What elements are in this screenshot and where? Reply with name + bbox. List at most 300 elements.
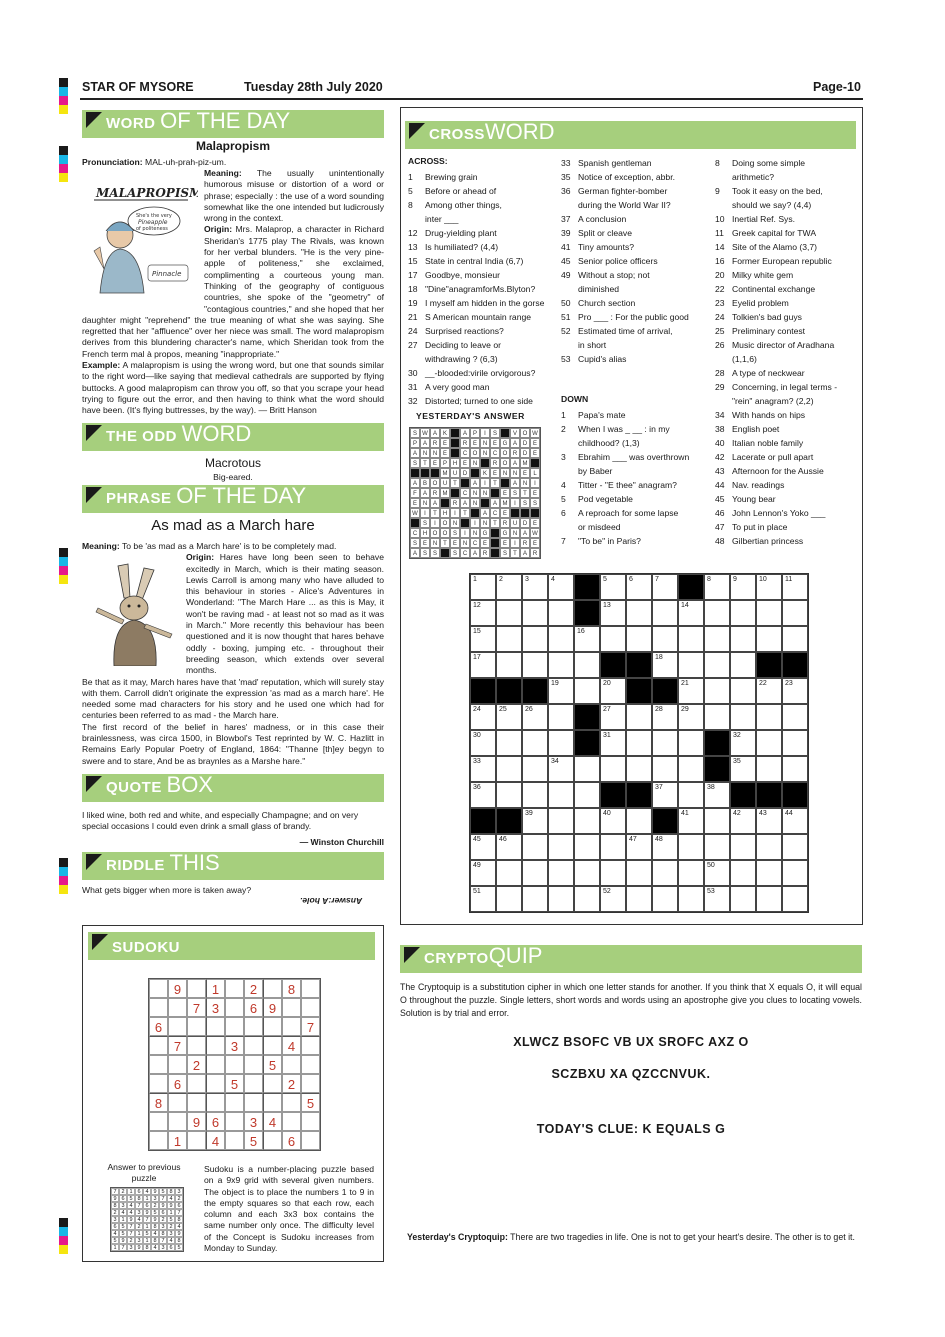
sudoku-cell[interactable] [149,979,168,998]
clue [561,170,709,184]
crossword-cell[interactable] [704,626,730,652]
clue-text: Senior police officers [578,256,658,266]
crossword-cell[interactable]: 37 [652,782,678,808]
crossword-cell[interactable] [652,600,678,626]
sudoku-cell[interactable] [282,998,301,1017]
crossword-cell[interactable] [522,834,548,860]
answer-cell: N [470,528,480,538]
sudoku-cell[interactable] [263,1074,282,1093]
crossword-cell[interactable]: 1 [470,574,496,600]
crossword-cell[interactable]: 52 [600,886,626,912]
band-big: QUIP [488,943,543,968]
crossword-cell[interactable]: 44 [782,808,808,834]
sudoku-cell[interactable] [225,1093,244,1112]
crossword-cell[interactable]: 5 [600,574,626,600]
sudoku-cell[interactable] [206,1017,225,1036]
clue [408,240,556,254]
answer-cell: L [530,468,540,478]
crossword-cell[interactable] [548,626,574,652]
sudoku-cell[interactable] [244,1074,263,1093]
crossword-cell[interactable] [626,704,652,730]
crossword-cell[interactable]: 9 [730,574,756,600]
crossword-cell[interactable]: 22 [756,678,782,704]
crossword-cell[interactable] [522,756,548,782]
clue [561,254,709,268]
crossword-cell[interactable] [626,860,652,886]
clue-text: Among other things, [425,200,502,210]
previous-sudoku-cell: 3 [159,1244,167,1251]
answer-cell: E [490,468,500,478]
answer-cell: S [500,548,510,558]
crossword-cell[interactable]: 15 [470,626,496,652]
band-small: PHRASE [106,490,172,507]
sudoku-cell[interactable] [168,1055,187,1074]
crossword-cell[interactable]: 40 [600,808,626,834]
crossword-cell[interactable]: 7 [652,574,678,600]
registration-mark [59,146,68,182]
clue-text: Titter - "E thee" anagram? [578,480,677,490]
crossword-cell[interactable] [782,600,808,626]
sudoku-cell[interactable] [244,1036,263,1055]
clue-number: 7 [561,536,566,546]
sudoku-cell[interactable] [282,1112,301,1131]
answer-cell: U [510,518,520,528]
crossword-cell[interactable]: 23 [782,678,808,704]
sudoku-cell[interactable] [225,1055,244,1074]
answer-cell: N [450,518,460,528]
crossword-cell[interactable] [756,626,782,652]
crossword-cell[interactable] [548,730,574,756]
crossword-cell[interactable]: 30 [470,730,496,756]
crossword-cell[interactable] [626,808,652,834]
sudoku-cell[interactable] [244,1017,263,1036]
crossword-black-cell [496,808,522,834]
clue-text: S American mountain range [425,312,532,322]
crossword-cell[interactable]: 14 [678,600,704,626]
clue-text: "rein" anagram? (2,2) [732,396,814,406]
crossword-cell[interactable] [756,756,782,782]
crossword-cell[interactable]: 24 [470,704,496,730]
crossword-cell[interactable] [730,704,756,730]
crossword-cell[interactable]: 38 [704,782,730,808]
phrase-title: As mad as a March hare [151,517,315,534]
answer-cell: S [420,548,430,558]
crossword-cell[interactable] [678,626,704,652]
crossword-cell[interactable] [626,626,652,652]
cryptoquip-clue: TODAY'S CLUE: K EQUALS G [536,1122,726,1136]
crossword-cell[interactable]: 8 [704,574,730,600]
crossword-cell[interactable] [756,704,782,730]
clue-text: Cupid's alias [578,354,627,364]
crossword-cell[interactable] [574,782,600,808]
crossword-cell[interactable]: 11 [782,574,808,600]
answer-cell: A [430,428,440,438]
sudoku-cell: 6 [282,1131,301,1150]
crossword-cell[interactable] [548,860,574,886]
answer-cell: C [410,528,420,538]
clue [561,338,709,352]
crossword-cell[interactable]: 17 [470,652,496,678]
crossword-cell[interactable] [626,600,652,626]
crossword-cell[interactable]: 39 [522,808,548,834]
sudoku-cell[interactable] [225,1131,244,1150]
crossword-cell[interactable] [600,834,626,860]
clue [715,212,855,226]
crossword-cell[interactable] [626,886,652,912]
crossword-cell[interactable]: 36 [470,782,496,808]
answer-cell: I [430,518,440,528]
crossword-cell[interactable]: 47 [626,834,652,860]
crossword-cell[interactable] [548,600,574,626]
clue-number: 2 [561,424,566,434]
crossword-black-cell [574,600,600,626]
crossword-black-cell [782,782,808,808]
sudoku-cell[interactable] [301,1074,320,1093]
sudoku-cell: 9 [187,1112,206,1131]
crossword-cell[interactable]: 4 [548,574,574,600]
sudoku-cell[interactable] [187,1093,206,1112]
clue-number: 40 [715,438,725,448]
sudoku-cell[interactable] [263,1131,282,1150]
crossword-cell[interactable]: 42 [730,808,756,834]
clue [715,170,855,184]
clue-text: Preliminary contest [732,326,806,336]
answer-cell: S [450,528,460,538]
crossword-cell[interactable] [522,652,548,678]
sudoku-cell[interactable] [301,979,320,998]
crossword-cell[interactable] [652,756,678,782]
crossword-cell[interactable]: 10 [756,574,782,600]
crossword-cell[interactable] [756,730,782,756]
clue-number: 5 [561,494,566,504]
sudoku-cell[interactable] [149,1036,168,1055]
crossword-cell[interactable] [626,756,652,782]
crossword-cell[interactable] [704,678,730,704]
previous-sudoku-cell: 7 [159,1195,167,1202]
answer-cell: A [510,438,520,448]
answer-cell: W [530,528,540,538]
clue [561,310,709,324]
crossword-cell[interactable] [782,704,808,730]
answer-black-cell [450,438,460,448]
crossword-cell[interactable]: 48 [652,834,678,860]
crossword-black-cell [704,730,730,756]
sudoku-cell[interactable] [149,1074,168,1093]
crossword-cell[interactable] [522,626,548,652]
crossword-cell[interactable] [756,886,782,912]
crossword-cell[interactable]: 2 [496,574,522,600]
crossword-cell[interactable] [730,834,756,860]
answer-cell: A [460,498,470,508]
previous-sudoku-cell: 3 [167,1230,175,1237]
crossword-cell[interactable] [730,600,756,626]
crossword-cell[interactable]: 19 [548,678,574,704]
answer-cell: T [490,518,500,528]
sudoku-cell: 9 [263,998,282,1017]
crossword-cell[interactable]: 21 [678,678,704,704]
crossword-cell[interactable] [730,626,756,652]
crossword-cell[interactable]: 46 [496,834,522,860]
sudoku-cell[interactable] [244,1093,263,1112]
crossword-cell[interactable] [574,886,600,912]
crossword-cell[interactable]: 28 [652,704,678,730]
sudoku-cell[interactable] [282,1093,301,1112]
crossword-cell[interactable]: 29 [678,704,704,730]
answer-cell: S [410,428,420,438]
crossword-cell[interactable] [782,886,808,912]
clue-number: 24 [715,312,725,322]
sudoku-cell[interactable] [301,1055,320,1074]
crossword-grid[interactable] [469,573,809,913]
crossword-cell[interactable] [730,860,756,886]
clue-number: 45 [561,256,571,266]
sudoku-cell[interactable] [282,1055,301,1074]
crossword-cell[interactable]: 12 [470,600,496,626]
sudoku-cell[interactable] [225,1112,244,1131]
crossword-cell[interactable] [756,600,782,626]
sudoku-cell[interactable] [149,998,168,1017]
sudoku-cell[interactable] [225,1017,244,1036]
crossword-cell[interactable] [652,730,678,756]
crossword-cell[interactable] [574,678,600,704]
clue-text: "Dine"anagramforMs.Blyton? [425,284,536,294]
quote-author: — Winston Churchill [299,837,384,847]
sudoku-cell[interactable] [301,1131,320,1150]
crossword-cell[interactable] [496,860,522,886]
sudoku-cell[interactable] [282,1017,301,1036]
clue-number: 42 [715,452,725,462]
crossword-cell[interactable]: 34 [548,756,574,782]
sudoku-cell[interactable] [168,1017,187,1036]
crossword-cell[interactable] [574,834,600,860]
crossword-cell[interactable] [496,626,522,652]
sudoku-cell[interactable] [263,1036,282,1055]
clue-number: 46 [715,508,725,518]
sudoku-cell[interactable] [187,979,206,998]
svg-text:She's the very: She's the very [136,213,172,219]
sudoku-cell[interactable] [187,1036,206,1055]
crossword-cell[interactable] [782,756,808,782]
answer-cell: G [500,528,510,538]
crossword-cell[interactable] [600,756,626,782]
crossword-cell[interactable] [652,886,678,912]
crossword-cell[interactable] [574,860,600,886]
answer-cell: S [520,498,530,508]
crossword-cell[interactable] [522,782,548,808]
sudoku-cell[interactable] [187,1017,206,1036]
registration-mark [59,858,68,894]
crossword-cell[interactable] [782,626,808,652]
sudoku-cell[interactable] [149,1055,168,1074]
sudoku-cell[interactable] [168,1112,187,1131]
crossword-cell[interactable] [496,782,522,808]
crossword-cell[interactable]: 3 [522,574,548,600]
crossword-cell[interactable] [678,860,704,886]
sudoku-cell: 5 [225,1074,244,1093]
sudoku-cell[interactable] [206,1074,225,1093]
sudoku-cell[interactable] [187,1074,206,1093]
crossword-cell[interactable] [496,652,522,678]
crossword-cell[interactable]: 6 [626,574,652,600]
sudoku-cell[interactable] [206,1036,225,1055]
sudoku-cell[interactable] [168,1093,187,1112]
crossword-cell[interactable] [574,756,600,782]
sudoku-grid[interactable] [148,978,321,1151]
crossword-cell[interactable] [574,808,600,834]
down-title: DOWN [561,394,589,404]
clue-text: A conclusion [578,214,627,224]
band-big: THIS [169,850,220,875]
sudoku-cell[interactable] [263,1093,282,1112]
crossword-cell[interactable]: 20 [600,678,626,704]
crossword-cell[interactable] [522,600,548,626]
crossword-cell[interactable] [548,808,574,834]
crossword-cell[interactable] [704,704,730,730]
crossword-cell[interactable] [522,860,548,886]
sudoku-cell[interactable] [187,1131,206,1150]
clue [715,478,855,492]
crossword-cell[interactable] [704,834,730,860]
crossword-cell[interactable]: 18 [652,652,678,678]
answer-cell: D [520,448,530,458]
clue-number: 8 [715,158,720,168]
sudoku-cell[interactable] [225,979,244,998]
previous-sudoku-cell: 9 [175,1230,183,1237]
corner-triangle [86,112,102,128]
sudoku-cell[interactable] [244,1055,263,1074]
previous-sudoku-cell: 7 [135,1202,143,1209]
crossword-cell[interactable]: 13 [600,600,626,626]
crossword-cell[interactable] [496,600,522,626]
crossword-cell[interactable] [548,704,574,730]
sudoku-cell[interactable] [149,1112,168,1131]
crossword-cell[interactable] [730,886,756,912]
crossword-cell[interactable] [704,652,730,678]
crossword-cell[interactable]: 27 [600,704,626,730]
crossword-cell[interactable]: 50 [704,860,730,886]
sudoku-cell[interactable] [206,1055,225,1074]
answer-cell: I [510,538,520,548]
crossword-cell[interactable] [548,782,574,808]
answer-cell: I [480,478,490,488]
sudoku-cell[interactable] [149,1131,168,1150]
crossword-cell[interactable] [756,860,782,886]
answer-cell: T [450,478,460,488]
crossword-cell[interactable]: 33 [470,756,496,782]
previous-sudoku-cell: 8 [167,1188,175,1195]
crossword-cell[interactable]: 49 [470,860,496,886]
previous-sudoku-cell: 4 [127,1202,135,1209]
crossword-cell[interactable] [730,652,756,678]
crossword-cell[interactable]: 16 [574,626,600,652]
clue-text: Milky white gem [732,270,794,280]
answer-cell: N [520,478,530,488]
sudoku-cell[interactable] [225,998,244,1017]
clue [715,506,855,520]
crossword-cell[interactable] [522,886,548,912]
crossword-black-cell [626,652,652,678]
crossword-cell[interactable] [548,834,574,860]
previous-sudoku-cell: 7 [127,1230,135,1237]
clue-text: Tolkien's bad guys [732,312,802,322]
crossword-cell[interactable] [496,886,522,912]
crossword-cell[interactable]: 51 [470,886,496,912]
sudoku-cell[interactable] [206,1093,225,1112]
clue [408,338,556,352]
crossword-cell[interactable] [522,730,548,756]
crossword-cell[interactable] [678,886,704,912]
crossword-cell[interactable]: 53 [704,886,730,912]
sudoku-cell[interactable] [301,998,320,1017]
crossword-cell[interactable] [652,626,678,652]
crossword-cell[interactable] [782,834,808,860]
answer-cell: D [520,438,530,448]
crossword-cell[interactable]: 35 [730,756,756,782]
clue [408,366,556,380]
crossword-cell[interactable]: 43 [756,808,782,834]
crossword-cell[interactable] [496,756,522,782]
crossword-cell[interactable] [652,860,678,886]
sudoku-cell[interactable] [168,998,187,1017]
crossword-black-cell [574,730,600,756]
previous-sudoku-cell: 8 [151,1223,159,1230]
sudoku-cell[interactable] [263,979,282,998]
crossword-cell[interactable] [704,808,730,834]
crossword-cell[interactable] [678,782,704,808]
clue-text: Deciding to leave or [425,340,501,350]
crossword-cell[interactable]: 41 [678,808,704,834]
answer-black-cell [450,428,460,438]
clue-text: arithmetic? [732,172,775,182]
crossword-cell[interactable] [782,860,808,886]
crossword-cell[interactable] [704,600,730,626]
sudoku-cell[interactable] [301,1112,320,1131]
clue [408,198,556,212]
crossword-cell[interactable] [782,730,808,756]
crossword-cell[interactable]: 45 [470,834,496,860]
crossword-cell[interactable] [548,652,574,678]
riddle-question: What gets bigger when more is taken away? [82,885,252,895]
crossword-cell[interactable]: 32 [730,730,756,756]
crossword-cell[interactable] [548,886,574,912]
crossword-cell[interactable] [600,860,626,886]
crossword-cell[interactable] [678,652,704,678]
previous-sudoku-cell: 3 [127,1244,135,1251]
crossword-cell[interactable] [678,756,704,782]
sudoku-cell: 4 [263,1112,282,1131]
answer-cell: E [530,538,540,548]
sudoku-cell[interactable] [301,1036,320,1055]
crossword-cell[interactable] [600,626,626,652]
answer-cell: R [490,458,500,468]
answer-cell: R [500,518,510,528]
band-big: WORD [181,421,252,446]
phrase-band [82,485,384,513]
crossword-cell[interactable] [626,730,652,756]
crossword-cell[interactable] [678,730,704,756]
sudoku-cell: 6 [168,1074,187,1093]
crossword-cell[interactable]: 31 [600,730,626,756]
crossword-cell[interactable]: 25 [496,704,522,730]
crossword-cell[interactable] [496,730,522,756]
crossword-cell[interactable] [574,652,600,678]
crossword-cell[interactable]: 26 [522,704,548,730]
clue [715,450,855,464]
sudoku-cell[interactable] [263,1017,282,1036]
crossword-cell[interactable] [730,678,756,704]
crossword-cell[interactable] [756,834,782,860]
crossword-cell[interactable] [678,834,704,860]
